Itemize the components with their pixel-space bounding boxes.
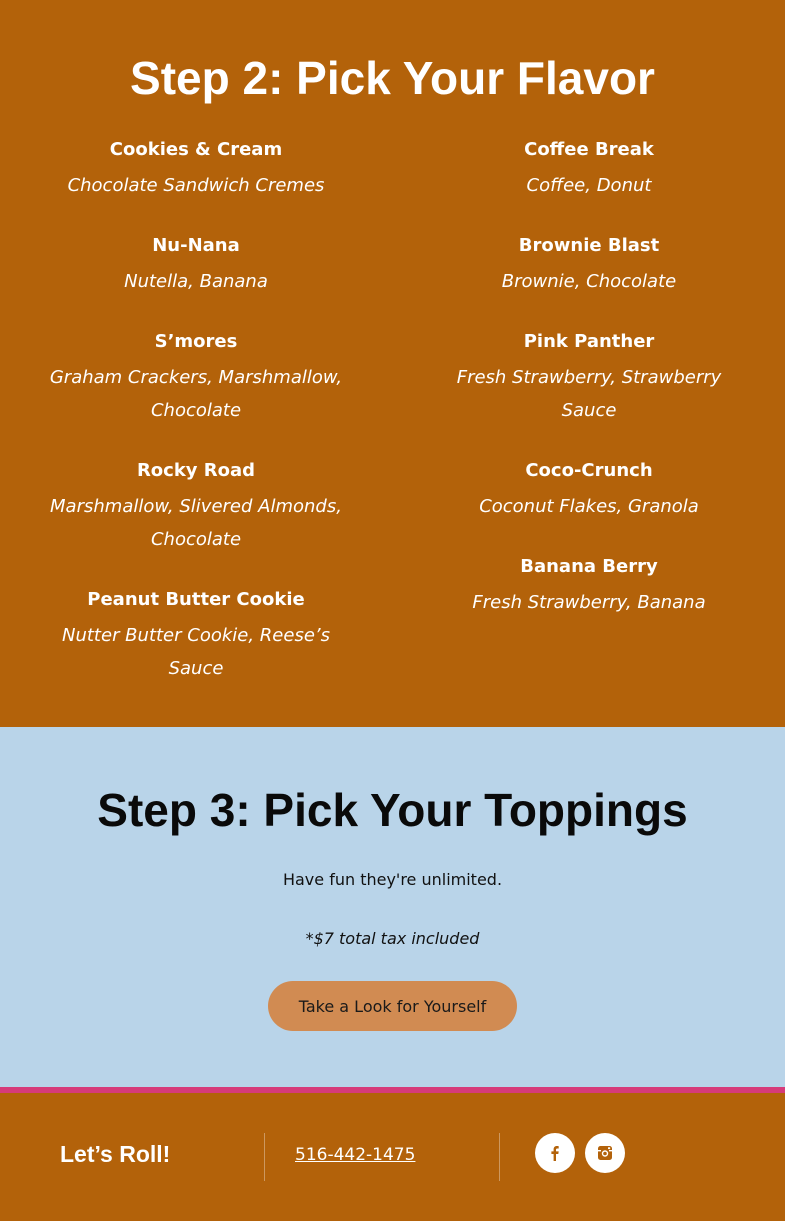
flavor-name: Coco-Crunch	[525, 460, 653, 481]
phone-link[interactable]: 516-442-1475	[295, 1145, 416, 1165]
flavor-item	[0, 457, 392, 556]
flavor-item	[393, 553, 785, 619]
flavor-column-right	[393, 136, 785, 649]
flavor-item	[0, 328, 392, 427]
flavor-description: Marshmallow, Slivered Almonds, Chocolate	[50, 496, 342, 550]
flavor-name: Banana Berry	[520, 556, 658, 577]
flavor-section-title: Step 2: Pick Your Flavor	[130, 52, 655, 104]
flavor-description: Nutella, Banana	[124, 271, 268, 292]
flavor-description: Coconut Flakes, Granola	[479, 496, 699, 517]
facebook-link[interactable]	[535, 1133, 575, 1173]
flavor-name: Peanut Butter Cookie	[87, 589, 305, 610]
flavor-name: Pink Panther	[523, 331, 655, 352]
flavor-description: Fresh Strawberry, Strawberry Sauce	[456, 367, 722, 421]
take-a-look-button[interactable]: Take a Look for Yourself	[268, 981, 517, 1031]
flavor-description: Coffee, Donut	[526, 175, 652, 196]
flavor-item	[393, 136, 785, 202]
flavor-name: Cookies & Cream	[109, 139, 283, 160]
flavor-description: Nutter Butter Cookie, Reese’s Sauce	[62, 625, 330, 679]
flavor-description: Chocolate Sandwich Cremes	[67, 175, 325, 196]
flavor-item	[393, 328, 785, 427]
price-note: *$7 total tax included	[305, 929, 480, 948]
flavor-name: Rocky Road	[136, 460, 256, 481]
toppings-subtitle: Have fun they're unlimited.	[282, 870, 503, 889]
flavor-item	[0, 232, 392, 298]
flavor-description: Fresh Strawberry, Banana	[472, 592, 706, 613]
flavor-name: Coffee Break	[524, 139, 654, 160]
instagram-icon	[597, 1145, 613, 1161]
footer-brand: Let’s Roll!	[60, 1141, 171, 1167]
flavor-name: S’mores	[154, 331, 238, 352]
footer-separator	[264, 1133, 265, 1181]
instagram-link[interactable]	[585, 1133, 625, 1173]
flavor-name: Brownie Blast	[518, 235, 660, 256]
flavor-item	[393, 457, 785, 523]
toppings-section	[0, 727, 785, 1087]
flavor-item	[0, 136, 392, 202]
footer-separator	[499, 1133, 500, 1181]
footer	[0, 1093, 785, 1221]
flavor-item	[393, 232, 785, 298]
flavor-description: Graham Crackers, Marshmallow, Chocolate	[49, 367, 343, 421]
flavor-name: Nu-Nana	[152, 235, 240, 256]
flavor-description: Brownie, Chocolate	[501, 271, 677, 292]
toppings-section-title: Step 3: Pick Your Toppings	[97, 784, 688, 836]
flavor-column-left	[0, 136, 392, 715]
flavor-item	[0, 586, 392, 685]
facebook-icon	[548, 1145, 562, 1161]
